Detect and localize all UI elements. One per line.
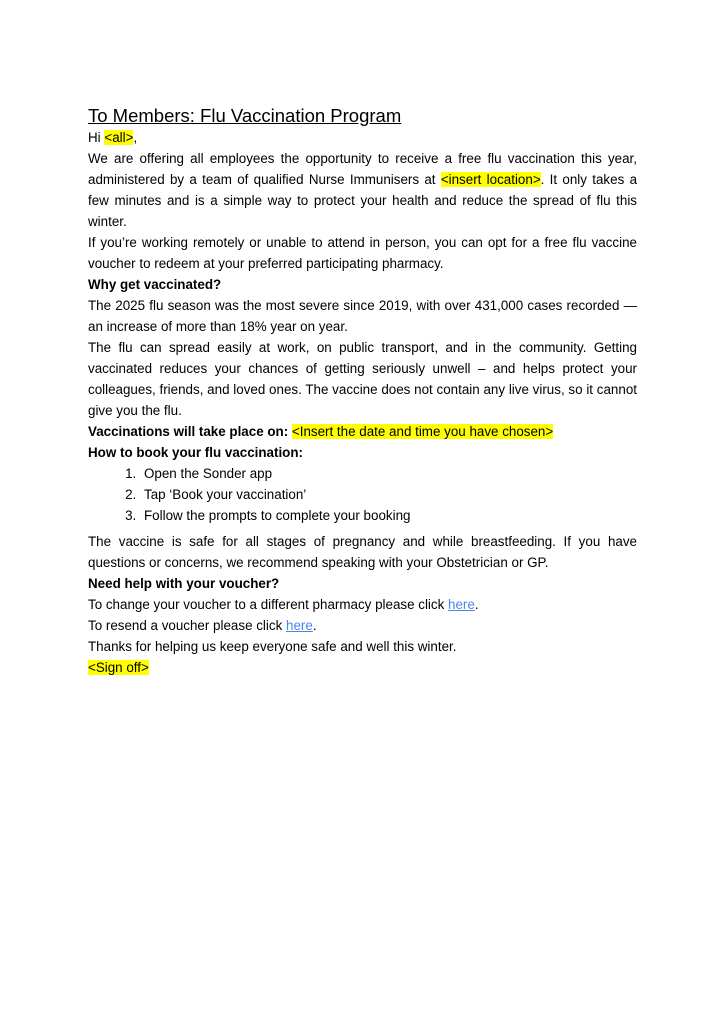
greeting-prefix: Hi bbox=[88, 130, 105, 145]
resend-voucher-line bbox=[88, 615, 637, 636]
booking-heading: How to book your flu vaccination: bbox=[88, 445, 304, 460]
why-section bbox=[88, 274, 637, 337]
resend-voucher-link[interactable]: here bbox=[286, 618, 313, 633]
why-body: The 2025 flu season was the most severe since 2019, with over 431,000 cases recorded — an increase of more than 18% year on year. bbox=[88, 298, 637, 334]
thanks-line: Thanks for helping us keep everyone safe and well this winter. bbox=[88, 639, 457, 654]
change-pharmacy-text: To change your voucher to a different pharmacy please click bbox=[88, 597, 449, 612]
why-heading: Why get vaccinated? bbox=[88, 277, 222, 292]
placeholder-sign-off: <Sign off> bbox=[88, 660, 149, 675]
resend-voucher-text: To resend a voucher please click bbox=[88, 618, 286, 633]
booking-step-1: 1. Open the Sonder app bbox=[140, 463, 637, 484]
change-pharmacy-line bbox=[88, 594, 637, 615]
intro-text-before: We are offering all employees the opportunity to receive a free flu vaccination this year, administered by a team of qualified Nurse Immunisers at bbox=[88, 151, 637, 187]
page-title: To Members: Flu Vaccination Program bbox=[88, 105, 402, 126]
remote-paragraph: If you’re working remotely or unable to attend in person, you can opt for a free flu vaccine voucher to redeem at your preferred participating pharmacy. bbox=[88, 235, 637, 271]
placeholder-all: <all> bbox=[104, 130, 134, 145]
intro-text-after: . It only takes a few minutes and is a simple way to protect your health and reduce the spread of flu this winter. bbox=[88, 172, 638, 229]
spread-paragraph: The flu can spread easily at work, on public transport, and in the community. Getting vaccinated reduces your chances of getting seriously unwell – and helps protect your colleagues, friends, and loved ones. The vaccine does not contain any live virus, so it cannot give you the flu. bbox=[88, 340, 637, 418]
intro-paragraph bbox=[88, 148, 637, 232]
greeting-line bbox=[88, 127, 637, 148]
change-pharmacy-link[interactable]: here bbox=[448, 597, 475, 612]
greeting-suffix: , bbox=[133, 130, 138, 145]
placeholder-insert-location: <insert location> bbox=[440, 172, 541, 187]
change-pharmacy-period: . bbox=[474, 597, 479, 612]
booking-steps-list bbox=[88, 463, 637, 526]
booking-step-3: 3. Follow the prompts to complete your booking bbox=[140, 505, 637, 526]
when-label: Vaccinations will take place on: bbox=[88, 424, 292, 439]
voucher-help-heading: Need help with your voucher? bbox=[88, 576, 280, 591]
pregnancy-paragraph: The vaccine is safe for all stages of pregnancy and while breastfeeding. If you have questions or concerns, we recommend speaking with your Obstetrician or GP. bbox=[88, 534, 637, 570]
booking-step-2: 2. Tap ‘Book your vaccination’ bbox=[140, 484, 637, 505]
placeholder-date-time: <Insert the date and time you have chosen> bbox=[291, 424, 554, 439]
sign-off-line bbox=[88, 657, 637, 678]
resend-voucher-period: . bbox=[312, 618, 317, 633]
when-line bbox=[88, 421, 637, 442]
